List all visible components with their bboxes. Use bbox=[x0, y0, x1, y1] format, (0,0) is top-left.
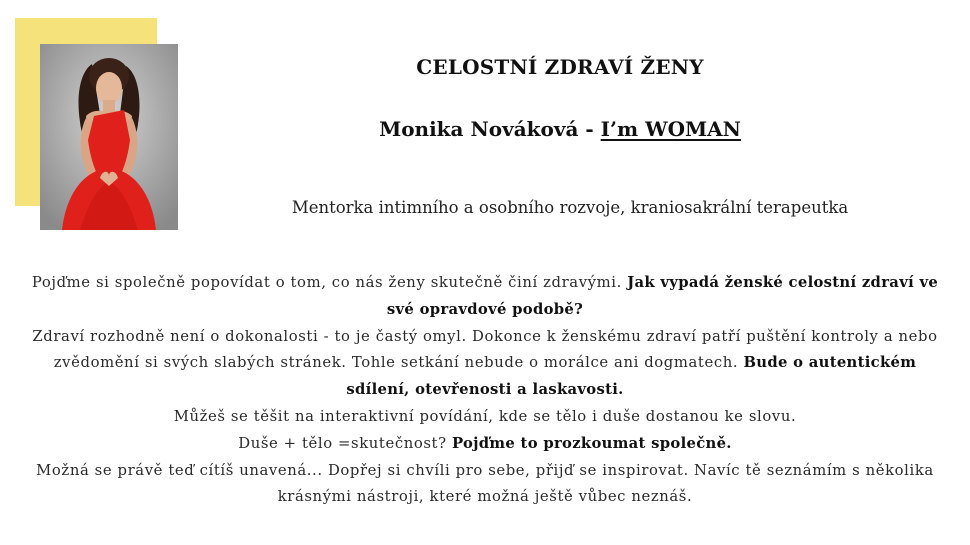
portrait-illustration bbox=[40, 44, 178, 230]
paragraph-1-text: Pojďme si společně popovídat o tom, co nás ženy skutečně činí zdravými. bbox=[31, 274, 628, 291]
paragraph-1-bold: Jak vypadá ženské celostní zdraví ve své opravdové podobě? bbox=[386, 274, 939, 318]
author-line bbox=[320, 117, 800, 141]
dress-bodice bbox=[88, 110, 130, 176]
paragraph-5-text: Možná se právě teď cítíš unavená... Dopřej si chvíli pro sebe, přijď se inspirovat. Navíc tě seznámím s několika krásnými nástroji, které možná ještě vůbec neznáš. bbox=[36, 461, 934, 506]
description-text bbox=[30, 270, 940, 511]
paragraph-1 bbox=[30, 270, 940, 324]
brand-name: I’m WOMAN bbox=[600, 117, 741, 141]
paragraph-2-text: Zdraví rozhodně není o dokonalosti - to je častý omyl. Dokonce k ženskému zdraví patří puštění kontroly a nebo zvědomění si svých slabých stránek. Tohle setkání nebude o morálce ani dogmatech. bbox=[32, 327, 938, 372]
face bbox=[96, 72, 122, 104]
page-title: CELOSTNÍ ZDRAVÍ ŽENY bbox=[416, 55, 704, 79]
paragraph-3-text: Můžeš se těšit na interaktivní povídání, kde se tělo i duše dostanou ke slovu. bbox=[173, 407, 797, 425]
portrait-photo bbox=[40, 44, 178, 230]
paragraph-2 bbox=[30, 324, 940, 404]
paragraph-4-bold: Pojďme to prozkoumat společně. bbox=[451, 434, 732, 452]
paragraph-5 bbox=[30, 458, 940, 512]
paragraph-4 bbox=[30, 431, 940, 458]
author-name: Monika Nováková - bbox=[379, 117, 601, 141]
author-role: Mentorka intimního a osobního rozvoje, kraniosakrální terapeutka bbox=[291, 198, 849, 217]
paragraph-4-text: Duše + tělo =skutečnost? bbox=[238, 434, 452, 452]
paragraph-2-bold: Bude o autentickém sdílení, otevřenosti a laskavosti. bbox=[346, 354, 917, 399]
paragraph-3 bbox=[30, 404, 940, 431]
